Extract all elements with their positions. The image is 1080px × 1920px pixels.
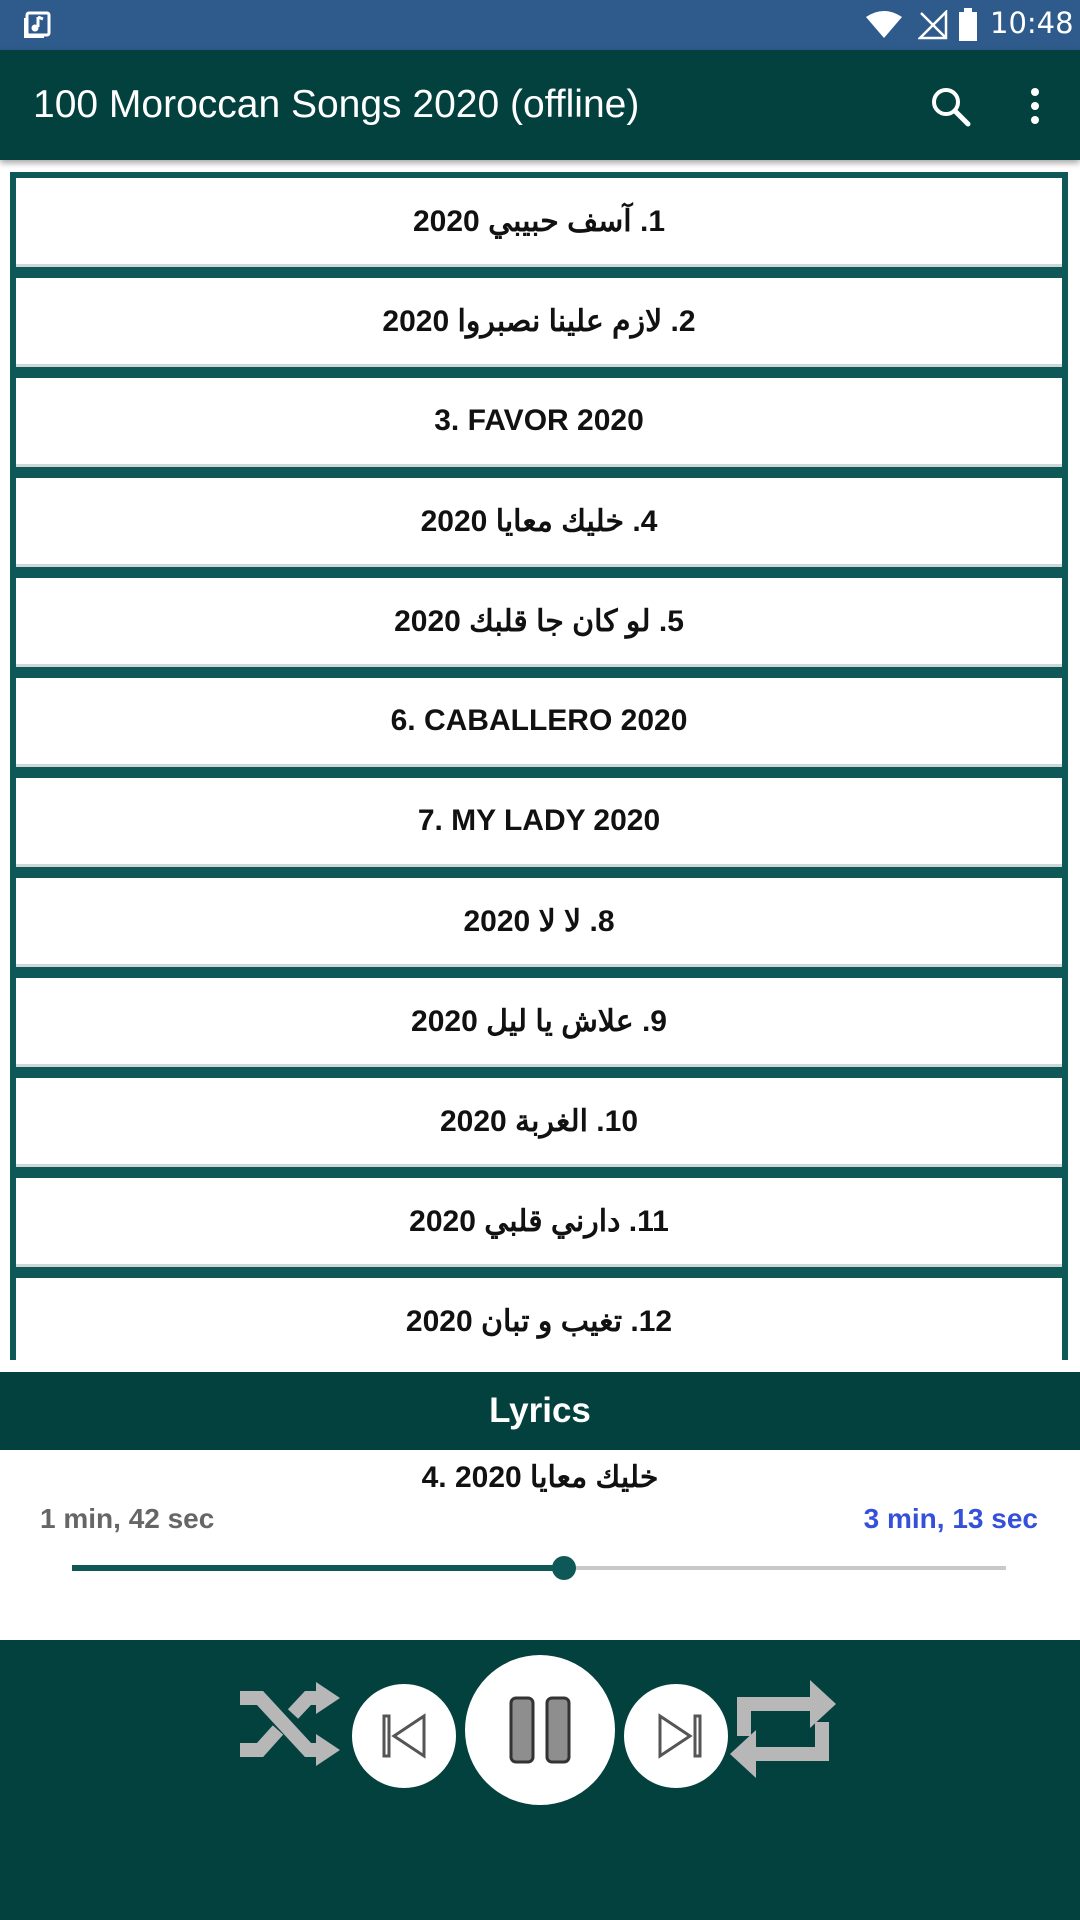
next-icon	[656, 1712, 704, 1760]
seek-bar[interactable]	[72, 1556, 1006, 1580]
search-icon[interactable]	[928, 84, 974, 130]
list-item[interactable]	[10, 272, 1068, 372]
list-item[interactable]	[10, 1072, 1068, 1172]
list-item[interactable]	[10, 972, 1068, 1072]
pause-button[interactable]	[460, 1650, 620, 1810]
list-item[interactable]	[10, 572, 1068, 672]
song-title[interactable]: 12. تغيب و تبان 2020	[16, 1278, 1062, 1360]
song-title[interactable]: 4. خليك معايا 2020	[16, 478, 1062, 567]
repeat-icon[interactable]	[730, 1680, 836, 1778]
song-title[interactable]: 3. FAVOR 2020	[16, 378, 1062, 467]
list-item[interactable]	[10, 172, 1068, 272]
shuffle-icon[interactable]	[238, 1682, 340, 1768]
song-title[interactable]: 2. لازم علينا نصبروا 2020	[16, 278, 1062, 367]
list-item[interactable]	[10, 672, 1068, 772]
previous-button[interactable]	[348, 1680, 460, 1792]
list-item[interactable]	[10, 472, 1068, 572]
wifi-icon	[866, 11, 902, 39]
lyrics-button[interactable]: Lyrics	[0, 1372, 1080, 1450]
song-title[interactable]: 8. لا لا 2020	[16, 878, 1062, 967]
seek-progress	[72, 1565, 564, 1571]
music-notification-icon	[22, 10, 52, 40]
list-item[interactable]	[10, 772, 1068, 872]
song-title[interactable]: 6. CABALLERO 2020	[16, 678, 1062, 767]
song-title[interactable]: 7. MY LADY 2020	[16, 778, 1062, 867]
song-title[interactable]: 1. آسف حبيبي 2020	[16, 178, 1062, 267]
elapsed-time: 1 min, 42 sec	[40, 1503, 215, 1534]
status-bar	[0, 0, 1080, 50]
list-item[interactable]	[10, 372, 1068, 472]
list-item[interactable]	[10, 1272, 1068, 1360]
song-title[interactable]: 11. دارني قلبي 2020	[16, 1178, 1062, 1267]
song-title[interactable]: 9. علاش يا ليل 2020	[16, 978, 1062, 1067]
clock: 10:48	[990, 6, 1074, 40]
more-vert-icon[interactable]	[1020, 86, 1050, 126]
app-bar	[0, 50, 1080, 160]
next-button[interactable]	[620, 1680, 732, 1792]
seek-thumb[interactable]	[552, 1556, 576, 1580]
list-item[interactable]	[10, 872, 1068, 972]
total-time: 3 min, 13 sec	[863, 1503, 1038, 1534]
battery-icon	[958, 8, 978, 42]
song-title[interactable]: 10. الغربة 2020	[16, 1078, 1062, 1167]
song-title[interactable]: 5. لو كان جا قلبك 2020	[16, 578, 1062, 667]
list-item[interactable]	[10, 1172, 1068, 1272]
app-title: 100 Moroccan Songs 2020 (offline)	[33, 83, 640, 126]
previous-icon	[380, 1712, 428, 1760]
song-list[interactable]	[10, 172, 1068, 1360]
no-signal-icon	[918, 10, 948, 40]
now-playing-title: 4. خليك معايا 2020	[421, 1460, 659, 1494]
pause-icon	[507, 1695, 573, 1765]
player-controls	[0, 1640, 1080, 1920]
